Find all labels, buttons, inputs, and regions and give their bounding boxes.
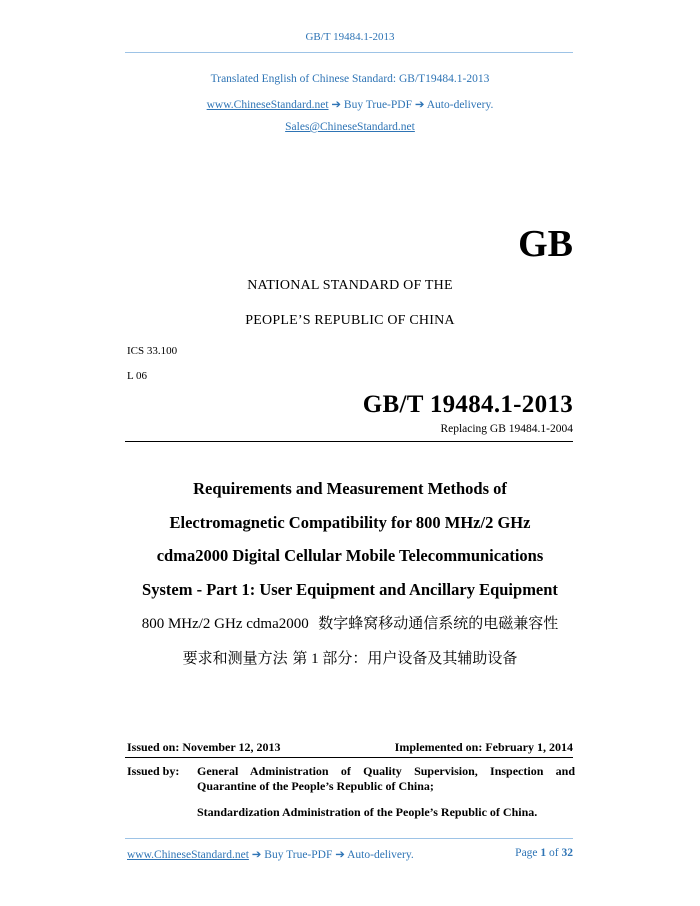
promo-site-suffix: ➔ Buy True-PDF ➔ Auto-delivery. bbox=[328, 99, 494, 111]
title-line4: System - Part 1: User Equipment and Ancillary Equipment bbox=[142, 580, 558, 599]
document-code: GB/T 19484.1-2013 bbox=[362, 391, 573, 418]
translation-notice: Translated English of Chinese Standard: GB/T19484.1-2013 bbox=[210, 73, 490, 85]
footer-divider bbox=[125, 838, 573, 839]
page-number bbox=[515, 847, 573, 859]
title-line2: Electromagnetic Compatibility for 800 MHz/2 GHz bbox=[169, 513, 531, 532]
issued-date: Issued on: November 12, 2013 bbox=[127, 740, 281, 754]
code-divider bbox=[125, 441, 573, 442]
page-total: 32 bbox=[561, 847, 573, 859]
implemented-date: Implemented on: February 1, 2014 bbox=[394, 740, 573, 754]
site-link[interactable]: www.ChineseStandard.net bbox=[206, 99, 329, 111]
page-current: 1 bbox=[540, 847, 547, 859]
ics-code: ICS 33.100 bbox=[127, 345, 178, 357]
chinese-title-line2 bbox=[0, 647, 700, 668]
issued-by-label: Issued by: bbox=[127, 764, 180, 778]
page-of: of bbox=[546, 847, 562, 859]
promo-email-line bbox=[0, 121, 700, 133]
footer-site-suffix: ➔ Buy True-PDF ➔ Auto-delivery. bbox=[248, 849, 414, 861]
chinese-title-latin: 800 MHz/2 GHz cdma2000 bbox=[141, 616, 309, 632]
issuing-org-2: Standardization Administration of the People’s Republic of China. bbox=[197, 805, 538, 819]
header-divider bbox=[125, 52, 573, 53]
dates-divider bbox=[125, 757, 573, 758]
title-line3: cdma2000 Digital Cellular Mobile Telecommunications bbox=[156, 546, 544, 565]
ccs-code: L 06 bbox=[127, 370, 148, 382]
national-standard-line2: PEOPLE’S REPUBLIC OF CHINA bbox=[245, 313, 455, 328]
gb-logo: GB bbox=[518, 223, 573, 265]
chinese-title-text: 数字蜂窝移动通信系统的电磁兼容性 bbox=[318, 614, 559, 632]
page-prefix: Page bbox=[515, 847, 541, 859]
national-standard-line1: NATIONAL STANDARD OF THE bbox=[247, 278, 453, 293]
chinese-title-part-a: 要求和测量方法 第 bbox=[182, 649, 308, 667]
email-link[interactable]: Sales@ChineseStandard.net bbox=[285, 121, 415, 133]
replacing-note: Replacing GB 19484.1-2004 bbox=[440, 423, 573, 435]
chinese-title-part-number: 1 bbox=[307, 651, 323, 667]
running-header: GB/T 19484.1-2013 bbox=[305, 31, 395, 43]
title-line1: Requirements and Measurement Methods of bbox=[193, 479, 507, 498]
footer-site-line bbox=[127, 847, 414, 861]
issuing-org-1: General Administration of Quality Supervision, Inspection and Quarantine of the People’s Republic of China; bbox=[197, 764, 575, 793]
footer-site-link[interactable]: www.ChineseStandard.net bbox=[127, 849, 249, 861]
chinese-title-line1 bbox=[0, 612, 700, 633]
chinese-title-part-b: 部分：用户设备及其辅助设备 bbox=[322, 649, 518, 667]
promo-site-line bbox=[0, 97, 700, 111]
